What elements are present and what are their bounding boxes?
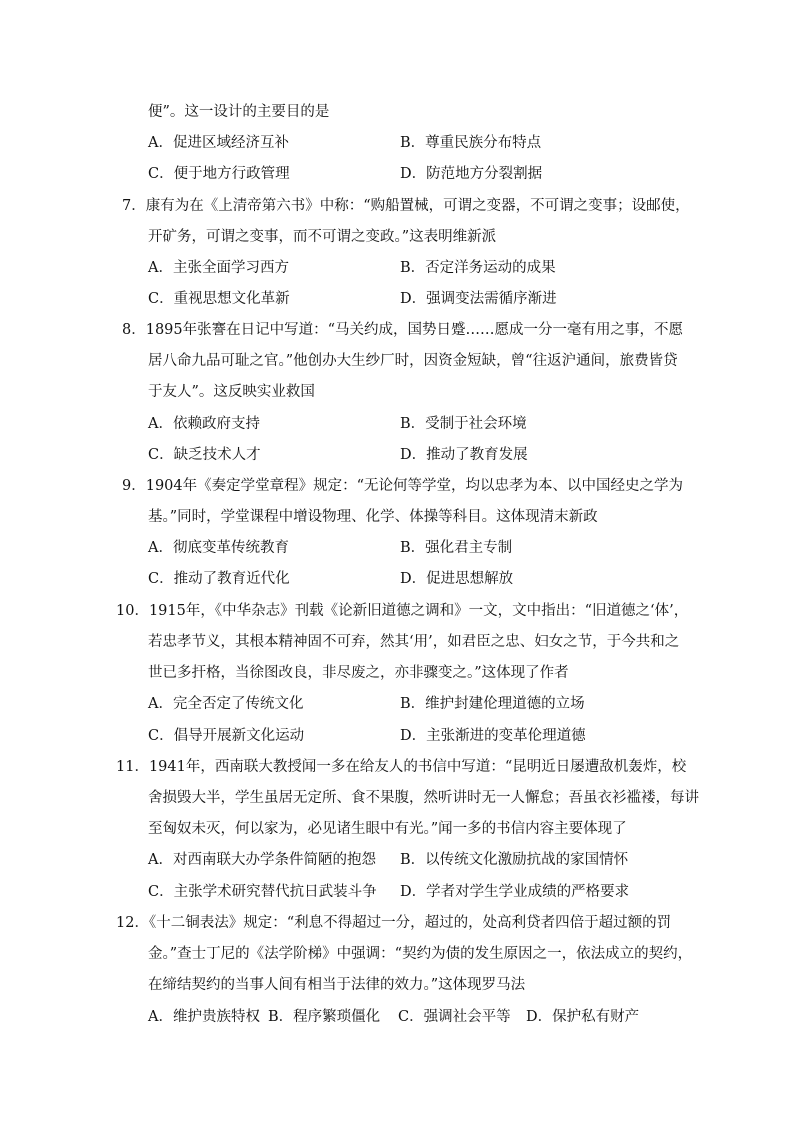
q7-stem-line: 7．康有为在《上清帝第六书》中称：“购船置械，可谓之变器，不可谓之变事；设邮使， — [122, 198, 690, 214]
q10-option-d: D．主张渐进的变革伦理道德 — [400, 728, 586, 744]
q12-option-c: C．强调社会平等 — [398, 1009, 511, 1025]
q8-option-d: D．推动了教育发展 — [400, 447, 528, 463]
q12-option-d: D．保护私有财产 — [526, 1009, 640, 1025]
q7-option-c: C．重视思想文化革新 — [148, 291, 290, 307]
q7-option-d: D．强调变法需循序渐进 — [400, 291, 557, 307]
q12-option-b: B．程序繁琐僵化 — [268, 1009, 381, 1025]
q9-stem-line: 9．1904年《奏定学堂章程》规定：“无论何等学堂，均以忠孝为本、以中国经史之学为 — [122, 478, 684, 494]
q9-option-d: D．促进思想解放 — [400, 571, 514, 587]
q8-option-c: C．缺乏技术人才 — [148, 447, 261, 463]
q10-stem-line: 若忠孝节义，其根本精神固不可弃，然其‘用’，如君臣之忠、妇女之节，于今共和之 — [148, 634, 680, 650]
q11-option-b: B．以传统文化激励抗战的家国情怀 — [400, 852, 629, 868]
q10-stem-line: 世已多扞格，当徐图改良，非尽废之，亦非骤变之。”这体现了作者 — [148, 665, 569, 681]
q8-option-a: A．依赖政府支持 — [148, 416, 260, 432]
q7-stem-line: 开矿务，可谓之变事，而不可谓之变政。”这表明维新派 — [148, 229, 497, 245]
q12-stem-line: 在缔结契约的当事人间有相当于法律的效力。”这体现罗马法 — [148, 977, 526, 993]
q11-option-c: C．主张学术研究替代抗日武装斗争 — [148, 884, 377, 900]
q11-option-a: A．对西南联大办学条件简陋的抱怨 — [148, 852, 376, 868]
q9-option-b: B．强化君主专制 — [400, 540, 513, 556]
q10-option-a: A．完全否定了传统文化 — [148, 696, 304, 712]
q10-option-b: B．维护封建伦理道德的立场 — [400, 696, 585, 712]
q9-option-a: A．彻底变革传统教育 — [148, 540, 289, 556]
q11-stem-line: 11．1941年，西南联大教授闻一多在给友人的书信中写道：“昆明近日屡遭敌机轰炸，校 — [116, 759, 687, 775]
q10-stem-line: 10．1915年，《中华杂志》刊载《论新旧道德之调和》一文，文中指出：“旧道德之‘体’， — [116, 603, 689, 619]
q11-stem-line: 至匈奴未灭，何以家为，必见诸生眼中有光。”闻一多的书信内容主要体现了 — [148, 821, 627, 837]
q12-stem-line: 金。”查士丁尼的《法学阶梯》中强调：“契约为债的发生原因之一，依法成立的契约， — [148, 946, 693, 962]
q6-stem-continuation: 便”。这一设计的主要目的是 — [148, 104, 330, 120]
q8-option-b: B．受制于社会环境 — [400, 416, 527, 432]
q12-option-a: A．维护贵族特权 — [148, 1009, 260, 1025]
q6-option-c: C．便于地方行政管理 — [148, 166, 290, 182]
q6-option-a: A．促进区域经济互补 — [148, 135, 289, 151]
q10-option-c: C．倡导开展新文化运动 — [148, 728, 305, 744]
q6-option-b: B．尊重民族分布特点 — [400, 135, 542, 151]
q11-stem-line: 舍损毁大半，学生虽居无定所、食不果腹，然听讲时无一人懈怠；吾虽衣衫褴褛，每讲 — [148, 790, 699, 806]
q7-option-a: A．主张全面学习西方 — [148, 260, 289, 276]
q7-option-b: B．否定洋务运动的成果 — [400, 260, 556, 276]
q9-stem-line: 基。”同时，学堂课程中增设物理、化学、体操等科目。这体现清末新政 — [148, 509, 598, 525]
q9-option-c: C．推动了教育近代化 — [148, 571, 290, 587]
q8-stem-line: 8．1895年张謇在日记中写道：“马关约成，国势日蹙……愿成一分一毫有用之事，不愿 — [122, 322, 684, 338]
q8-stem-line: 于友人”。这反映实业救国 — [148, 384, 315, 400]
q8-stem-line: 居八命九品可耻之官。”他创办大生纱厂时，因资金短缺，曾“往返沪通间，旅费皆贷 — [148, 353, 678, 369]
q12-stem-line: 12．《十二铜表法》规定：“利息不得超过一分，超过的，处高利贷者四倍于超过额的罚 — [116, 915, 672, 931]
q6-option-d: D．防范地方分裂割据 — [400, 166, 543, 182]
q11-option-d: D．学者对学生学业成绩的严格要求 — [400, 884, 630, 900]
